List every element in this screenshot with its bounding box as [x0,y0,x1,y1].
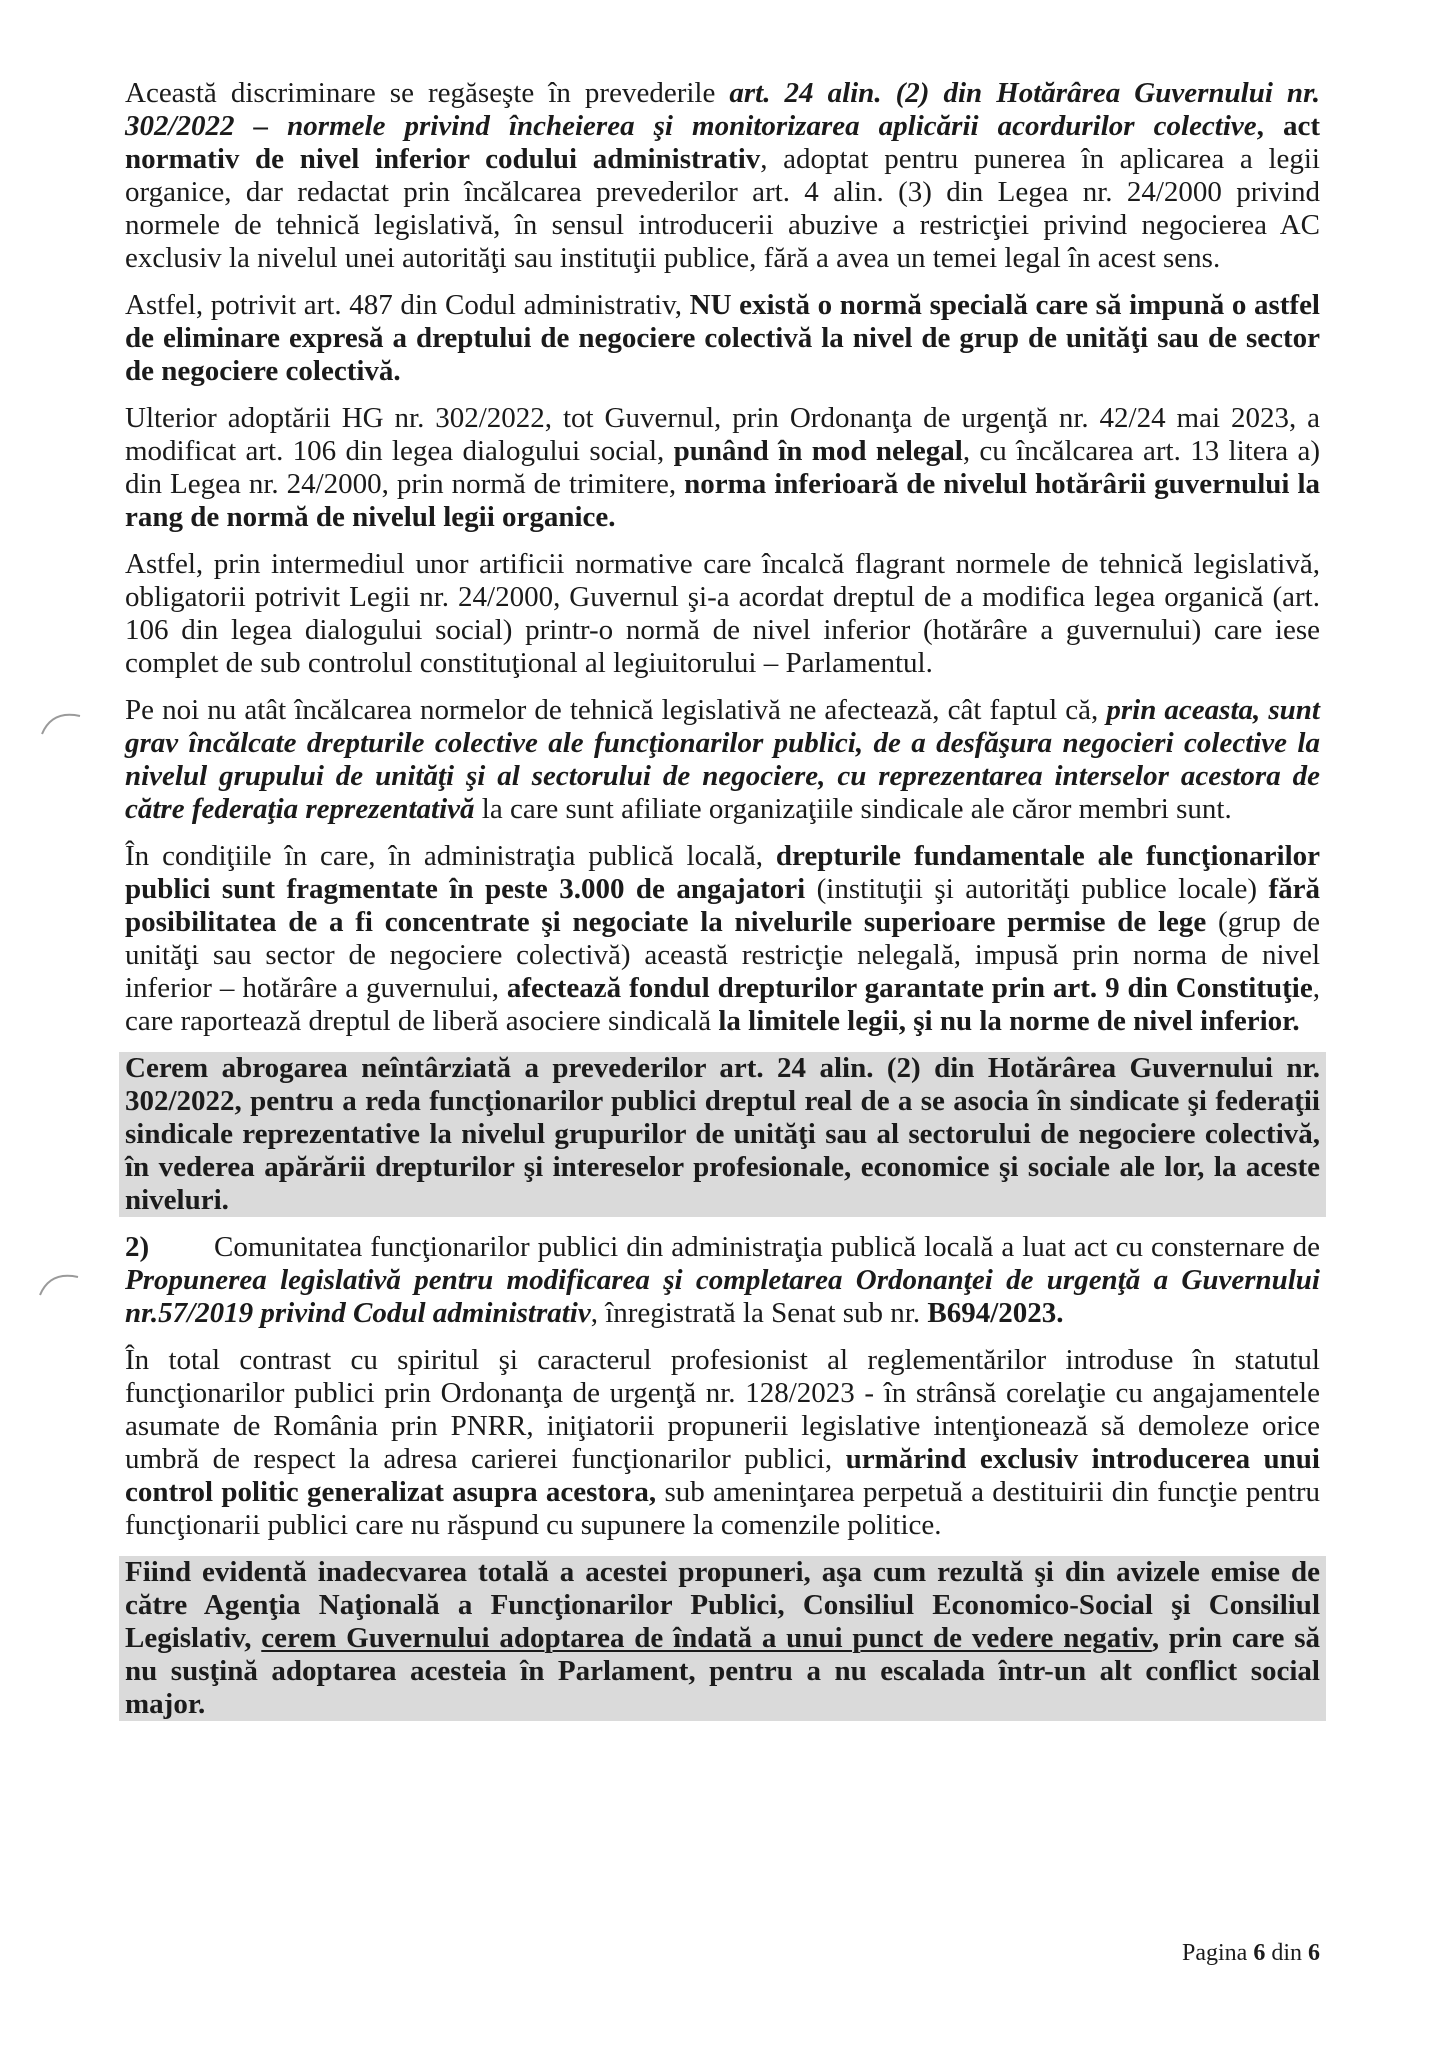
bold-italic-text-run: Propunerea legislativă pentru modificarea şi completarea Ordonanţei de urgenţă a Guvernului nr.57/2019 privind Codul administrativ [125,1264,1320,1329]
bold-text-run: afectează fondul drepturilor garantate prin art. 9 din Constituţie [506,972,1313,1004]
current-page-number: 6 [1253,1940,1266,1966]
bold-text-run: , prin care să nu susţină adoptarea acesteia în Parlament, pentru a nu escalada într-un alt conflict social major. [125,1622,1320,1720]
paragraph-legislative-technique [125,548,1320,680]
plain-text-run: În total contrast cu spiritul şi caracterul profesionist al reglementărilor introduse în statutul funcţionarilor publici prin Ordonanţa de urgenţă nr. 128/2023 - în strânsă corelaţie cu angajamentele asumate de România prin PNRR, iniţiatorii propunerii legislative intenţionează să demoleze orice umbră de respect la adresa carierei funcţionarilor publici, [125,1344,1320,1475]
bold-italic-text-run: prin aceasta, sunt grav încălcate drepturile colective ale funcţionarilor publici, de a desfăşura negocieri colective la nivelul grupului de unităţi şi al sectorului de negociere, cu reprezentarea interselor acestora de către federaţia reprezentativă [125,694,1320,825]
bold-text-run: Cerem abrogarea neîntârziată a prevederilor art. 24 alin. (2) din Hotărârea Guvernului nr. 302/2022, pentru a reda funcţionarilor publici dreptul real de a se asocia în sindicate şi federaţii sindicale reprezentative la nivelul grupurilor de unităţi sau al sectorului de negociere colectivă, în vederea apărării drepturilor şi intereselor profesionale, economice şi sociale ale lor, la aceste niveluri. [125,1052,1320,1216]
paragraph-demand-abrogation [119,1052,1326,1217]
bold-text-run: drepturile fundamentale ale funcţionarilor publici sunt fragmentate în peste 3.000 de angajatori [125,840,1320,905]
bold-text-run: NU există o normă specială care să impună o astfel de eliminare expresă a dreptului de negociere colectivă la nivel de grup de unităţi sau de sector de negociere colectivă. [125,289,1320,387]
paragraph-codul-administrativ [125,289,1320,388]
plain-text-run: Comunitatea funcţionarilor publici din administraţia publică locală a luat act cu consternare de [214,1231,1320,1263]
plain-text-run: Astfel, potrivit art. 487 din Codul administrativ, [125,289,690,321]
plain-text-run: sub ameninţarea perpetuă a destituirii din funcţie pentru funcţionarii publici care nu răspund cu supunere la comenzile politice. [125,1476,1320,1541]
plain-text-run: , înregistrată la Senat sub nr. [590,1297,928,1329]
item-number: 2) [125,1231,150,1263]
bold-text-run: fără posibilitatea de a fi concentrate şi negociate la nivelurile superioare permise de lege [125,873,1320,938]
plain-text-run: Această discriminare se regăseşte în prevederile [125,77,730,109]
bold-text-run: , act normativ de nivel inferior codului administrativ [125,110,1321,175]
page-separator: din [1271,1940,1302,1966]
punch-hole-mark [36,1265,84,1299]
plain-text-run: la care sunt afiliate organizaţiile sindicale ale căror membri sunt. [474,793,1232,825]
paragraph-fragmented-rights [125,840,1320,1038]
document-page [125,77,1320,1735]
page-number-footer [1182,1939,1320,1967]
bold-text-run: Fiind evidentă inadecvarea totală a acestei propuneri, aşa cum rezultă şi din avizele emise de către Agenţia Naţională a Funcţionarilor Publici, Consiliul Economico-Social şi Consiliul Legislativ, [125,1556,1320,1654]
plain-text-run: (grup de unităţi sau sector de negociere colectivă) această restricţie nelegală, impusă prin norma de nivel inferior – hotărâre a guvernului, [125,906,1321,1004]
plain-text-run: Astfel, prin intermediul unor artificii normative care încalcă flagrant normele de tehnică legislativă, obligatorii potrivit Legii nr. 24/2000, Guvernul şi-a acordat dreptul de a modifica legea organică (art. 106 din legea dialogului social) printr-o normă de nivel inferior (hotărâre a guvernului) care iese complet de sub controlul constituţional al legiuitorului – Parlamentul. [125,548,1320,679]
plain-text-run: (instituţii şi autorităţi publice locale) [805,873,1269,905]
paragraph-hg-302-discrimination [125,77,1320,275]
bold-text-run: norma inferioară de nivelul hotărârii guvernului la rang de normă de nivelul legii organice. [125,468,1321,533]
paragraph-demand-negative-opinion [119,1556,1326,1721]
plain-text-run: , care raportează dreptul de liberă asociere sindicală [125,972,1320,1037]
plain-text-run: Ulterior adoptării HG nr. 302/2022, tot Guvernul, prin Ordonanţa de urgenţă nr. 42/24 mai 2023, a modificat art. 106 din legea dialogului social, [125,402,1320,467]
paragraph-oug-42-2023 [125,402,1320,534]
bold-text-run: punând în mod nelegal [673,435,963,467]
page-label: Pagina [1182,1940,1248,1966]
paragraph-item-2-proposal [125,1231,1320,1330]
plain-text-run: , cu încălcarea art. 13 litera a) din Legea nr. 24/2000, prin normă de trimitere, [125,435,1321,500]
bold-text-run: la limitele legii, şi nu la norme de nivel inferior. [718,1005,1300,1037]
plain-text-run: Pe noi nu atât încălcarea normelor de tehnică legislativă ne afectează, cât faptul că, [125,694,1107,726]
bold-text-run: urmărind exclusiv introducerea unui control politic generalizat asupra acestora, [125,1443,1320,1508]
bold-italic-text-run: art. 24 alin. (2) din Hotărârea Guvernului nr. 302/2022 – normele privind încheierea şi monitorizarea aplicării acordurilor colective [125,77,1320,142]
total-pages-number: 6 [1308,1940,1320,1966]
plain-text-run: , adoptat pentru punerea în aplicarea a legii organice, dar redactat prin încălcarea prevederilor art. 4 alin. (3) din Legea nr. 24/2000 privind normele de tehnică legislativă, în sensul introducerii abuzive a restricţiei privind negocierea AC exclusiv la nivelul unei autorităţi sau instituţii publice, fără a avea un temei legal în acest sens. [125,143,1320,274]
plain-text-run: În condiţiile în care, în administraţia publică locală, [125,840,776,872]
paragraph-political-control [125,1344,1320,1542]
bold-text-run: B694/2023. [927,1297,1064,1329]
paragraph-collective-rights [125,694,1320,826]
punch-hole-mark [38,704,86,738]
bold-underlined-text-run: cerem Guvernului adoptarea de îndată a unui punct de vedere negativ [261,1622,1152,1654]
